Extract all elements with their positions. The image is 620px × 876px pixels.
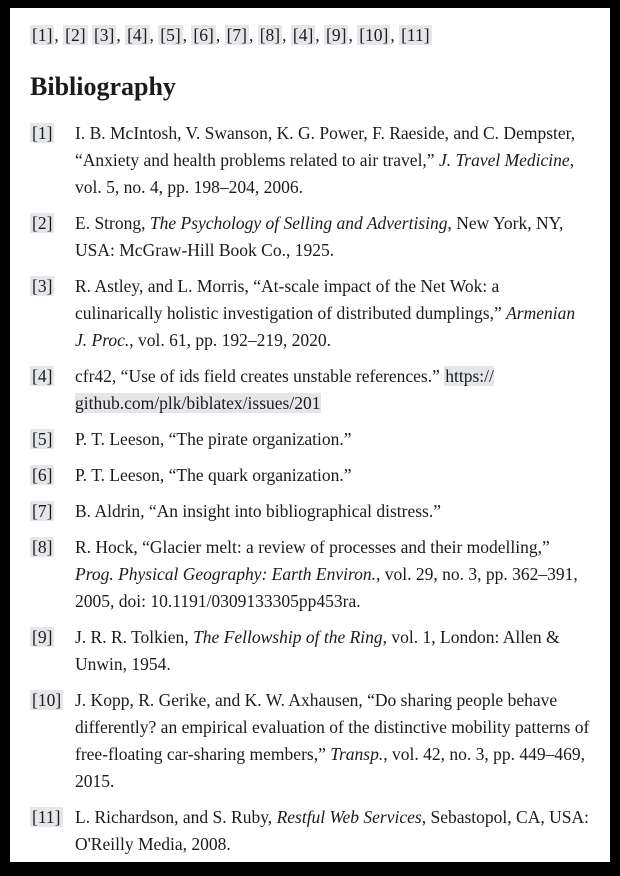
entry-label-column [30,462,75,489]
bibliography-entry [30,687,590,795]
citation-link[interactable]: [4] [292,25,314,45]
bibliography-heading: Bibliography [30,72,176,101]
entry-label-column [30,624,75,651]
entry-text-segment: , vol. 1, London: Allen & Unwin, 1954. [75,627,560,674]
citation-link[interactable]: [8] [259,25,281,45]
citation-link[interactable]: [11] [401,25,430,45]
entry-title-italic: Prog. Physical Geography: Earth Environ. [75,564,377,584]
entry-label-column [30,273,75,300]
bibliography-entry [30,534,590,615]
entry-url-link[interactable]: https://github.com/plk/biblatex/issues/201 [75,366,494,413]
entry-label-link[interactable]: [3] [32,276,53,296]
entry-text-segment: L. Richardson, and S. Ruby, [75,807,277,827]
entry-label-link[interactable]: [11] [32,807,61,827]
entry-label-link[interactable]: [10] [32,690,62,710]
entry-label-column [30,804,75,831]
entry-label-link[interactable]: [8] [32,537,53,557]
entry-label-column [30,687,75,714]
bibliography-entry [30,273,590,354]
entry-text-segment: J. R. R. Tolkien, [75,627,194,647]
entry-text [75,426,590,453]
citation-link[interactable]: [9] [326,25,347,45]
entry-text [75,804,590,858]
entry-text-segment: cfr42, “Use of ids field creates unstable references.” [75,366,445,386]
entry-text-segment: , vol. 61, pp. 192–219, 2020. [129,330,332,350]
entry-text-segment: R. Hock, “Glacier melt: a review of processes and their modelling,” [75,537,550,557]
entry-label-link[interactable]: [5] [32,429,53,449]
bibliography-entry [30,426,590,453]
citation-link[interactable]: [7] [226,25,247,45]
entry-label-link[interactable]: [2] [32,213,53,233]
entry-text [75,363,590,417]
entry-text-segment: R. Astley, and L. Morris, “At-scale impact of the Net Wok: a culinarically holistic investigation of distributed dumplings,” [75,276,507,323]
entry-label-column [30,534,75,561]
entry-label-link[interactable]: [4] [32,366,53,386]
citation-link[interactable]: [2] [65,25,86,45]
citation-link[interactable]: [6] [193,25,214,45]
entry-text-segment: P. T. Leeson, “The quark organization.” [75,465,352,485]
entry-title-italic: J. Travel Medicine [438,150,570,170]
entry-text-segment: B. Aldrin, “An insight into bibliographical distress.” [75,501,442,521]
entry-text-segment: I. B. McIntosh, V. Swanson, K. G. Power, F. Raeside, and C. Dempster, “Anxiety and health problems related to air travel,” [75,123,576,170]
entry-label-column [30,426,75,453]
entry-title-italic: The Fellowship of the Ring [193,627,383,647]
entry-text-segment: , vol. 29, no. 3, pp. 362–391, 2005, doi: 10.1191/0309133305pp453ra. [75,564,578,611]
entry-label-link[interactable]: [1] [32,123,53,143]
document-page [10,8,610,862]
entry-text [75,534,590,615]
entry-label-column [30,210,75,237]
entry-text [75,273,590,354]
entry-text-segment: , Sebastopol, CA, USA: O'Reilly Media, 2008. [75,807,589,854]
entry-text [75,687,590,795]
entry-text [75,624,590,678]
entry-label-column [30,363,75,390]
bibliography-entry [30,498,590,525]
bibliography-list [30,120,590,858]
entry-text [75,210,590,264]
entry-label-column [30,120,75,147]
bibliography-entry [30,120,590,201]
bibliography-entry [30,363,590,417]
entry-text [75,498,590,525]
bibliography-entry [30,804,590,858]
entry-text [75,120,590,201]
entry-text-segment: E. Strong, [75,213,150,233]
citation-link[interactable]: [3] [93,25,115,45]
citation-link[interactable]: [10] [359,25,389,45]
citation-link[interactable]: [1] [32,25,53,45]
entry-text-segment: J. Kopp, R. Gerike, and K. W. Axhausen, “Do sharing people behave differently? an empirical evaluation of the distinctive mobility patterns of free-floating car-sharing members,” [75,690,590,764]
entry-text-segment: P. T. Leeson, “The pirate organization.” [75,429,352,449]
entry-title-italic: The Psychology of Selling and Advertising [149,213,448,233]
entry-label-link[interactable]: [9] [32,627,53,647]
entry-label-column [30,498,75,525]
entry-title-italic: Restful Web Services [276,807,422,827]
entry-text-segment: , New York, NY, USA: McGraw-Hill Book Co., 1925. [75,213,564,260]
entry-text-segment: , vol. 42, no. 3, pp. 449–469, 2015. [75,744,585,791]
entry-label-link[interactable]: [6] [32,465,53,485]
bibliography-entry [30,210,590,264]
bibliography-entry [30,624,590,678]
citation-line: [1] , [2] [3] , [4] , [5] , [6] , [7] , [8] , [4] , [9] , [10] , [11] [32,25,430,45]
citation-link[interactable]: [5] [160,25,181,45]
bibliography-entry [30,462,590,489]
entry-title-italic: Armenian J. Proc. [75,303,576,350]
entry-text-segment: , vol. 5, no. 4, pp. 198–204, 2006. [75,150,575,197]
entry-label-link[interactable]: [7] [32,501,53,521]
entry-text [75,462,590,489]
citation-link[interactable]: [4] [127,25,148,45]
entry-title-italic: Transp. [330,744,384,764]
